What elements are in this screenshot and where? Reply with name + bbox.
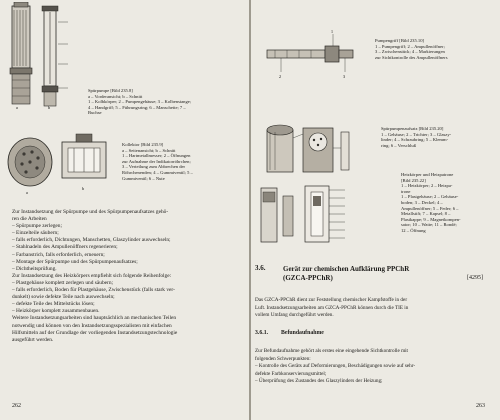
text-line: Luft. Instandsetzungsarbeiten am GZCA-PPChR können durch die TIE in [255, 304, 409, 311]
svg-text:b: b [82, 186, 84, 191]
text-line: – defekte Teile des Mittelstücks lösen; [12, 301, 95, 308]
text-line: – Stahlnadeln des Ampullenöffners regenerieren; [12, 244, 118, 251]
text-line: folgenden Schwerpunkten: [255, 355, 311, 362]
caption-line: 1 – Kolbkörper; 2 – Pumpengehäuse; 3 – Kolbenstange; [88, 99, 192, 105]
caption-line: Pumpengriff [Bild 235.10] [375, 38, 425, 43]
text-line: – Spürpumpe zerlegen; [12, 223, 62, 230]
text-line: ausgeführt werden. [12, 336, 54, 343]
caption-line: [Bild 235.22] [401, 177, 426, 183]
text-line: – Heizkörper komplett zusammenbauen. [12, 308, 100, 315]
page-number-right: 263 [476, 403, 485, 409]
caption-line: Gummiventil; 6 – Nute [122, 175, 165, 181]
caption-line: Metallstift; 7 – Kapsel; 8 – [401, 211, 451, 217]
caption-line: 3 – Zwischenstück; 4 – Markierungen [375, 49, 445, 55]
caption-line: 1 – Plastgehäuse; 2 – Gehäuse- [401, 194, 459, 200]
intro-text [255, 297, 408, 320]
collector-illustration [4, 124, 120, 196]
caption-line: Heizkörper und Heizpatrone [401, 172, 454, 177]
pump-handle-illustration [263, 28, 359, 84]
left-page [0, 0, 249, 420]
svg-text:a: a [16, 105, 18, 110]
caption-line: zur Sichtkontrolle des Ampullenöffners [375, 54, 448, 60]
caption-line: Röhrchenenden; 4 – Gummiventil; 5 – [122, 169, 193, 175]
caption-line: 1 – Hartmetallmesser; 2 – Öffnungen [122, 153, 191, 159]
heater-illustration [257, 182, 375, 248]
text-line: dunkelt) sowie defekte Teile nach auswechseln; [12, 294, 115, 301]
caption-line: 1 – Gehäuse; 2 – Trichter; 3 – Glaszy- [381, 131, 452, 137]
right-body-text [255, 348, 415, 386]
text-line: – Einzelteile säubern; [12, 230, 59, 237]
left-body-text [12, 209, 177, 344]
svg-text:1: 1 [331, 29, 333, 34]
caption-line: a – Seitenansicht; b – Schnitt [122, 147, 176, 153]
subsection-title: Befundaufnahme [281, 330, 324, 336]
right-page [251, 0, 500, 420]
text-line: Weitere Instandsetzungsarbeiten sind hauptsächlich an mechanischen Teilen [12, 315, 177, 322]
text-line: – Farbanstrich, falls erforderlich, erneuern; [12, 251, 105, 258]
caption-line: trone [401, 188, 411, 194]
caption-line: a – Vorderansicht; b – Schnitt [88, 93, 143, 99]
caption-line: 1 – Heizkörper; 2 – Heizpa- [401, 183, 453, 189]
text-line: – Plastgehäuse komplett zerlegen und säubern; [12, 279, 114, 286]
caption-line: Buchse [88, 110, 102, 116]
caption-line: ring; 6 – Verschluß [381, 142, 417, 148]
collector-caption [122, 142, 193, 181]
heater-caption [401, 172, 461, 234]
text-line: Das GZCA-PPChR dient zur Feststellung chemischer Kampfstoffe in der [255, 297, 408, 303]
caption-line: zur Aufnahme der Indikatorröhrchen; [122, 158, 191, 164]
section-title-line: Gerät zur chemischen Aufklärung PPChR [283, 265, 410, 273]
section-number: 3.6. [255, 264, 266, 272]
text-line: – Montage der Spürpumpe und des Spürpumpenaufsatzes; [12, 258, 138, 265]
caption-line: Spürpumpe [Bild 235.8] [88, 88, 133, 93]
svg-text:2: 2 [279, 74, 281, 79]
caption-line: sator; 10 – Watte; 11 – Rondé; [401, 222, 457, 228]
pump-attachment-caption [381, 126, 451, 148]
caption-line: 3 – Verteilung zum Abbrechen der [122, 164, 186, 170]
caption-line: 1 – Pumpengriff; 2 – Ampullenöffner; [375, 43, 445, 49]
caption-line: Spürpumpenaufsatz [Bild 235.20] [381, 126, 444, 131]
section-reference: [4295] [467, 275, 483, 281]
section-title-line: (GZCA-PPChR) [283, 274, 333, 282]
text-line: defekte Farbkonservierungsmittel; [255, 370, 327, 377]
text-line: Zur Instandsetzung des Heizkörpers empfiehlt sich folgende Reihenfolge: [12, 272, 172, 279]
text-line: vollem Umfang durchgeführt werden. [255, 312, 334, 319]
pump-attachment-illustration [261, 118, 361, 180]
text-line: Hilfsmitteln auf der Grundlage der vorliegenden Instandsetzungstechnologie [12, 329, 178, 336]
pump-handle-caption [375, 38, 448, 60]
text-line: – Kontrolle des Geräts auf Deformierungen, Beschädigungen sowie auf sehr- [255, 363, 416, 370]
text-line: – falls erforderlich, Boden für Plastgehäuse, Zwischenstück (falls stark ver- [12, 287, 175, 294]
svg-text:a: a [26, 190, 28, 195]
text-line: Zur Instandsetzung der Spürpumpe und des Spürpumpenaufsatzes gehö- [12, 209, 169, 215]
svg-text:3: 3 [343, 74, 345, 79]
text-line: – Dichtheitsprüfung. [12, 265, 57, 272]
caption-line: linder; 4 – Schraubring; 5 – Klemm- [381, 137, 449, 143]
caption-line: 4 – Handgriff; 5 – Führungsring; 6 – Manschette; 7 – [88, 104, 186, 110]
subsection-number: 3.6.1. [255, 330, 269, 336]
section-title [283, 265, 409, 283]
caption-line: Kollektor [Bild 235.9] [122, 142, 164, 147]
text-line: – falls erforderlich, Dichtungen, Manschetten, Glaszylinder auswechseln; [12, 237, 171, 244]
text-line: ren die Arbeiten [12, 216, 47, 223]
caption-line: Ampullenöffner; 5 – Feder; 6 – [401, 205, 459, 211]
caption-line: Plastkappe; 9 – Magnetkompen- [401, 216, 461, 222]
page-number-left: 262 [12, 403, 21, 409]
text-line: notwendig und können von den Instandsetzungsspezialisten mit einfachen [12, 322, 172, 329]
pump-caption [88, 88, 191, 116]
caption-line: boden; 3 – Deckel; 4 – [401, 199, 443, 205]
text-line: Zur Befundaufnahme gehört als erstes eine eingehende Sichtkontrolle mit [255, 348, 408, 354]
caption-line: 12 – Öffnung [401, 227, 426, 233]
svg-text:b: b [48, 105, 50, 110]
text-line: – Überprüfung des Zustandes des Glaszylinders der Heizung; [255, 378, 383, 385]
